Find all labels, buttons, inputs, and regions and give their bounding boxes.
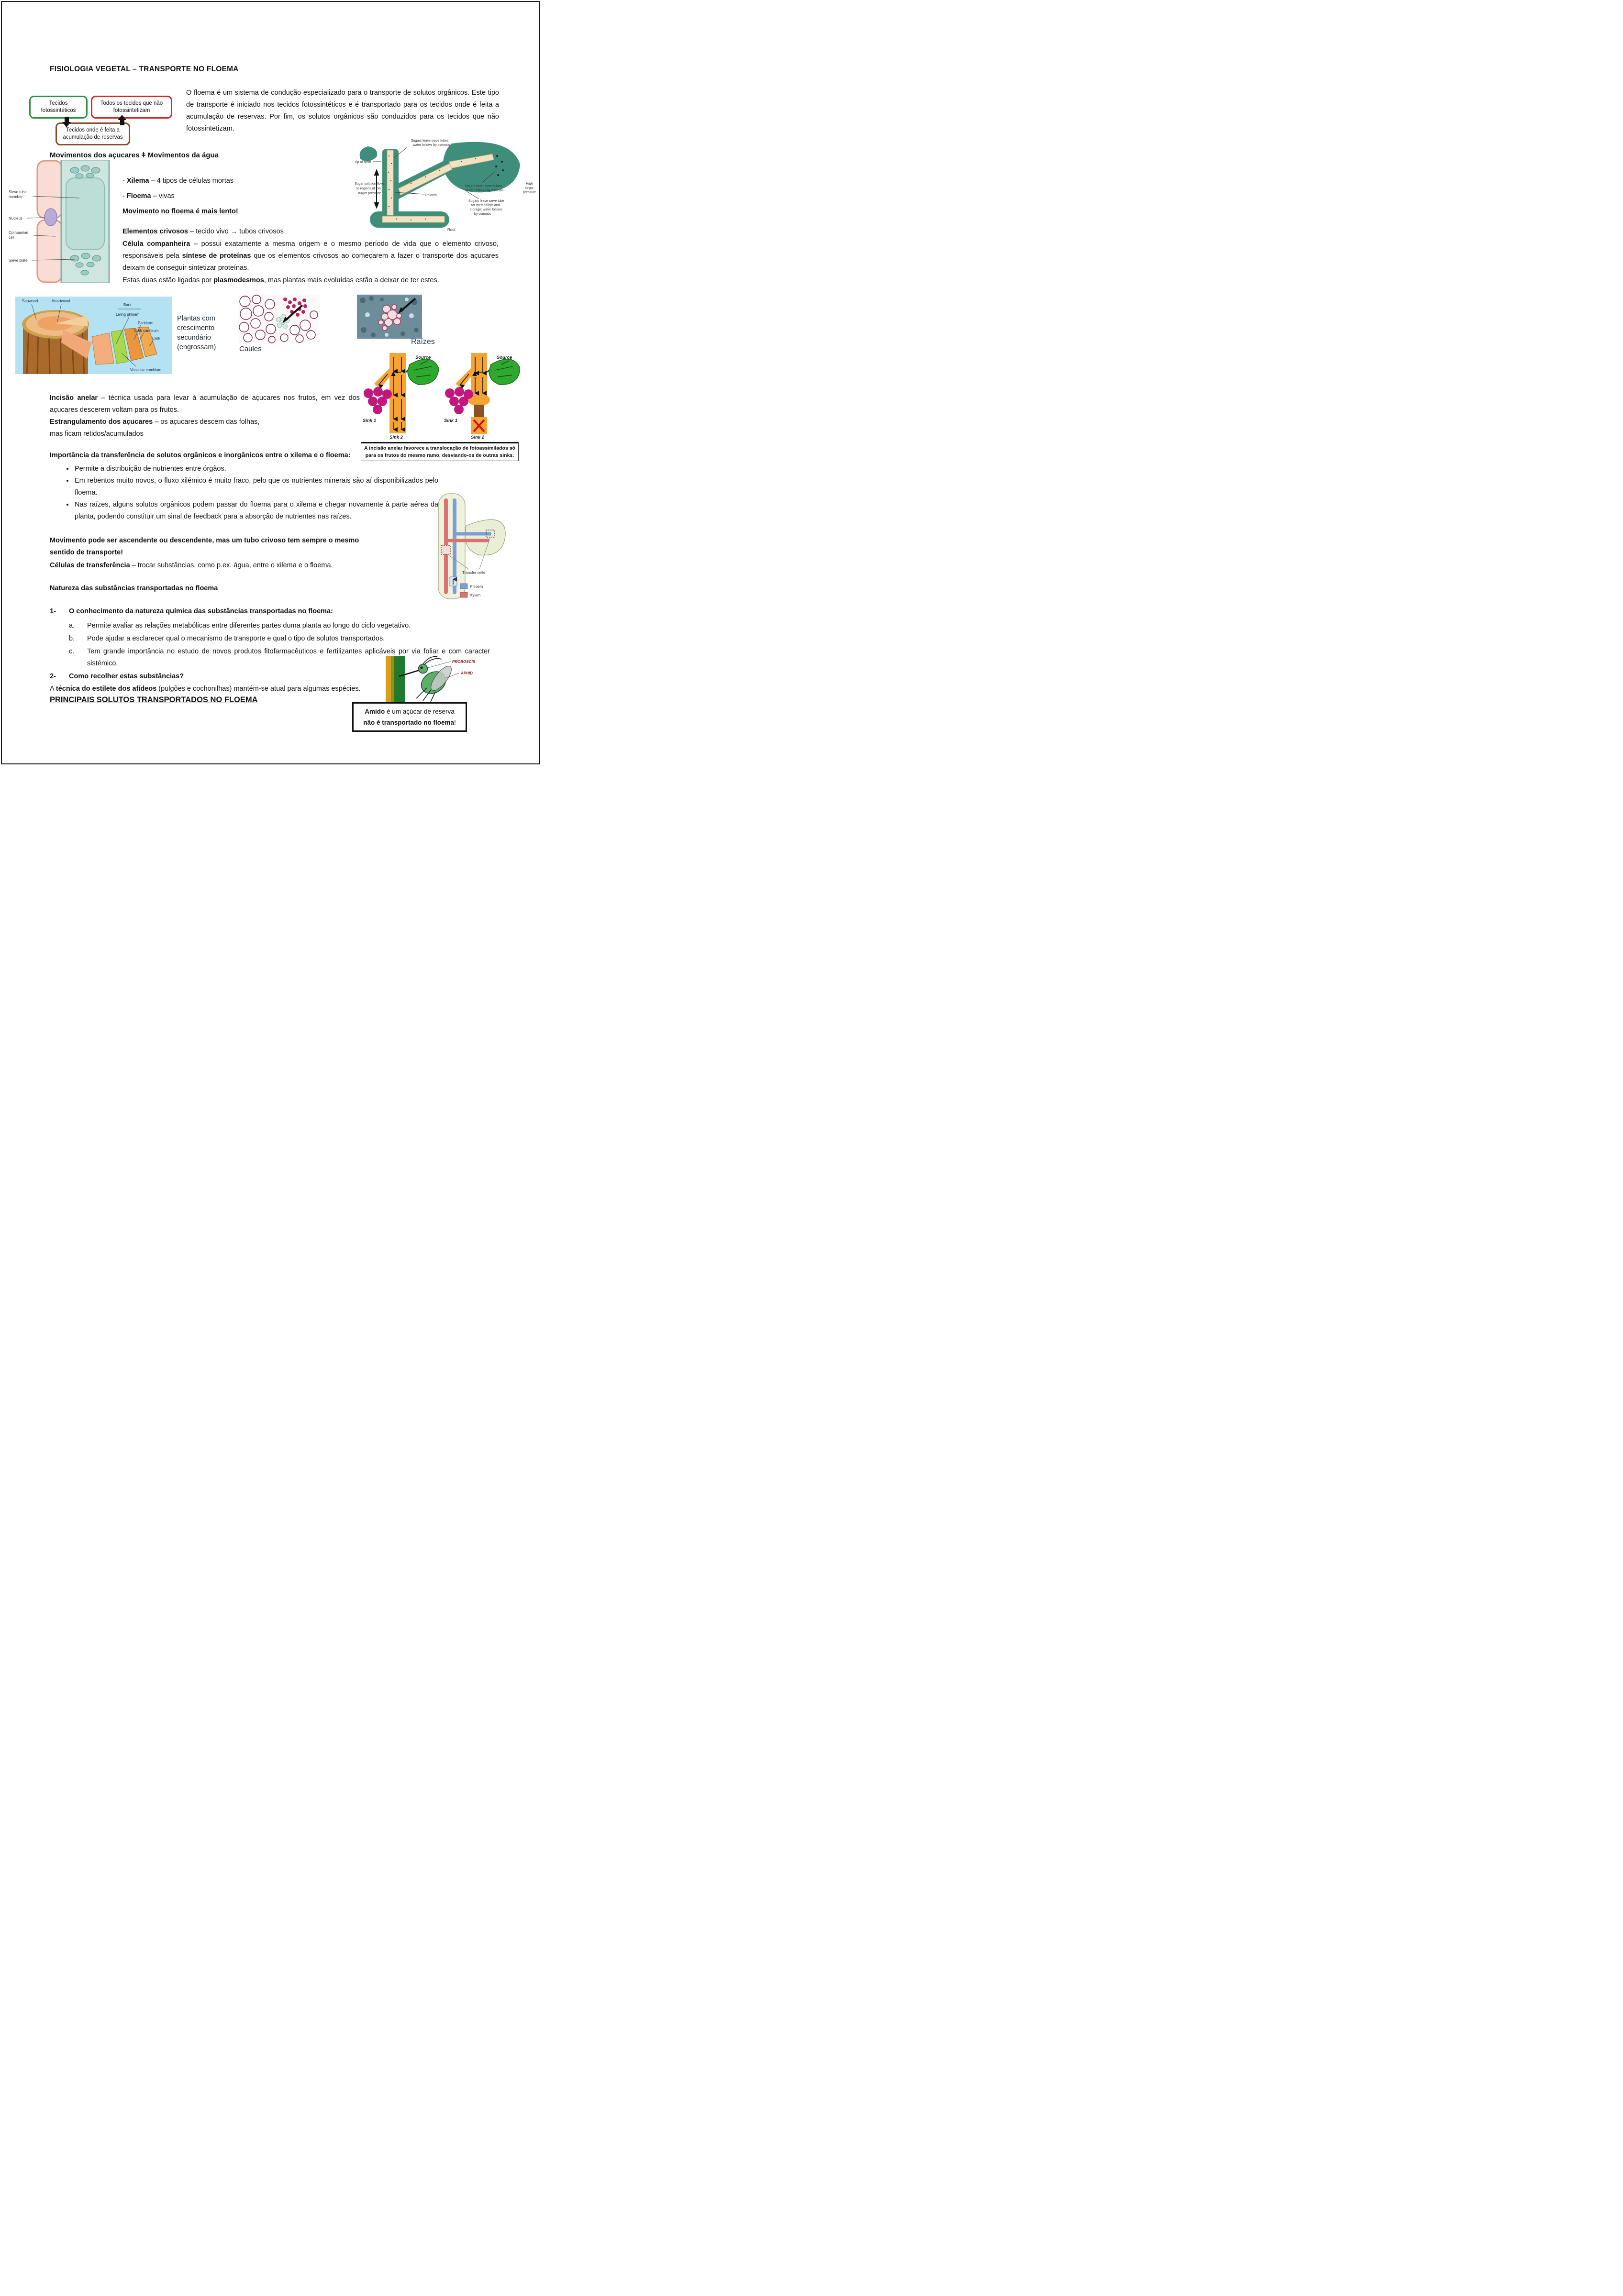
caules-caption: Caules (239, 345, 262, 353)
natureza-heading: Natureza das substâncias transportadas no floema (50, 585, 218, 592)
sieve-tube-diagram (8, 160, 122, 283)
svg-text:member: member (9, 195, 23, 199)
label-living-phloem: Living phloem (116, 312, 140, 317)
floema-line: - Floema – vivas (122, 192, 175, 200)
label-vascular-cambium: Vascular cambium (130, 368, 162, 372)
label-periderm: Periderm (138, 321, 154, 325)
document-page (1, 1, 540, 764)
list1-item-a: a. Permite avaliar as relações metabólicas entre diferentes partes duma planta ao longo do ciclo vegetativo. (69, 622, 411, 629)
list2-number: 2- (50, 673, 56, 680)
importancia-bullets (50, 463, 438, 523)
label-high-turgor: =High (524, 182, 533, 186)
sieve-tube-shape (61, 160, 109, 283)
label-sugars-enter: Sugars enter sieve tubes: (465, 185, 503, 188)
legend-phloem-label: Phloem (470, 585, 483, 589)
legend-xylem-label: Xylem (470, 593, 481, 597)
svg-text:water follows by osmosis: water follows by osmosis (413, 144, 450, 147)
companion-cell-label: Companion (9, 231, 28, 235)
svg-text:cell: cell (9, 235, 15, 240)
sink1-label: Sink 1 (444, 418, 457, 423)
svg-text:by osmosis: by osmosis (474, 212, 491, 216)
label-root: Root (447, 228, 456, 232)
svg-text:for metabolism and: for metabolism and (471, 204, 500, 207)
crivosos-line: Elementos crivosos – tecido vivo → tubos crivosos (122, 228, 284, 235)
source-label: Source (497, 355, 512, 360)
label-heartwood: Heartwood (52, 299, 70, 303)
estilete-line: A técnica do estilete dos afídeos (pulgões e cochonilhas) mantém-se atual para algumas espécies. (50, 685, 361, 693)
label-phloem: Phloem (425, 194, 437, 197)
page-title: FISIOLOGIA VEGETAL – TRANSPORTE NO FLOEMA (50, 65, 239, 73)
label-tip-of-stem: Tip of stem (355, 161, 371, 164)
amido-line1: Amido é um açúcar de reserva (365, 708, 455, 715)
label-sugars-leave-root: Sugars leave sieve tube (468, 199, 504, 203)
companheira-paragraph: Célula companheira – possui exatamente a mesma origem e o mesmo período de vida que o elemento crivoso, responsáveis pela síntese de proteínas que os elementos crivosos ao começarem a fazer o transporte dos açucares deixam de conseguir sintetizar proteínas. (122, 240, 499, 272)
svg-text:turgor pressure: turgor pressure (358, 192, 381, 195)
companion-cell-shape (37, 161, 62, 282)
sieve-plate-label: Sieve plate (9, 258, 28, 263)
movements-heading: Movimentos dos açucares ǂ Movimentos da água (50, 151, 219, 159)
stem-micrograph (238, 295, 319, 343)
nucleus-label: Nucleus (9, 216, 22, 221)
label-cork: Cork (152, 336, 160, 341)
incisao-paragraph: Incisão anelar – técnica usada para levar à acumulação de açucares nos frutos, em vez dos açucares descerem voltam para os frutos. (50, 394, 360, 414)
transfer-cells-label: Transfer cells (462, 571, 485, 575)
root-micrograph (357, 295, 422, 339)
sink1-label: Sink 1 (363, 418, 376, 423)
list1-number: 1- (50, 607, 56, 615)
sieve-member-label: Sieve tube (9, 190, 27, 194)
up-arrow-icon (118, 115, 126, 125)
amido-line2: não é transportado no floema! (363, 719, 456, 726)
svg-text:turgor: turgor (525, 187, 534, 190)
label-cork-cambium: Cork cambium (134, 329, 159, 333)
down-arrow-icon (62, 117, 71, 127)
xilema-line: - Xilema – 4 tipos de células mortas (122, 177, 234, 185)
list2-heading-row (50, 671, 385, 683)
bullet-item: • Nas raízes, alguns solutos orgânicos podem passar do floema para o xilema e chegar novamente à parte aérea da planta, podendo constituir um sinal de feedback para a absorção de nutrientes nas raízes. (74, 499, 438, 523)
list1-heading: O conhecimento da natureza química das substâncias transportadas no floema: (69, 607, 333, 615)
estrangulamento-line2: mas ficam retidos/acumulados (50, 430, 144, 438)
raizes-caption: Raízes (411, 338, 435, 346)
importancia-heading: Importância da transferência de solutos orgânicos e inorgânicos entre o xilema e o floema: (50, 452, 351, 459)
plasmodesmos-line: Estas duas estão ligadas por plasmodesmos, mas plantas mais evoluídas estão a deixar de ter estes. (122, 276, 439, 284)
label-sapwood: Sapwood (22, 299, 38, 303)
list1-item-c: c. Tem grande importância no estudo de novos produtos fitofarmacêuticos e fertilizantes aplicáveis por via foliar e com caracter sistémico. (69, 648, 490, 667)
trunk-diagram (15, 297, 172, 374)
intro-paragraph: O floema é um sistema de condução especializado para o transporte de solutos orgânicos. Este tipo de transporte é iniciado nos tecidos fotossintéticos e é transportado para os tecidos onde é feita a acumulação de reservas. Por fim, os solutos orgânicos são conduzidos para os tecidos que não fotossintetizam. (186, 89, 499, 132)
bullet-item: • Permite a distribuição de nutrientes entre órgãos. (74, 463, 438, 475)
svg-text:to regions of low: to regions of low (356, 187, 381, 190)
source-label: Source (415, 355, 431, 360)
aphid-body (399, 657, 455, 702)
label-bark: Bark (123, 303, 132, 307)
sink2-label: Sink 2 (471, 435, 484, 439)
secondary-growth-caption: Plantas com crescimento secundário (engrossam) (177, 315, 216, 351)
sink-diagram-caption: A incisão anelar favorece a translocação de fotoassimilados só para os frutos do mesmo ramo, desviando-os de outras sinks. (361, 442, 519, 461)
movimento-line: Movimento pode ser ascendente ou descendente, mas um tubo crivoso tem sempre o mesmo sentido de transporte! (50, 537, 359, 556)
label-sugar-solution: Sugar solution flows (355, 182, 385, 186)
estrangulamento-line: Estrangulamento dos açucares – os açucares descem das folhas, (50, 418, 260, 426)
aphid-illustration (380, 656, 492, 703)
svg-text:pressure: pressure (523, 191, 536, 194)
proboscis-label: PROBOSCIS (452, 660, 476, 664)
principais-heading: PRINCIPAIS SOLUTOS TRANSPORTADOS NO FLOEMA (50, 695, 258, 704)
list1-item-b: b. Pode ajudar a esclarecer qual o mecanismo de transporte e qual o tipo de solutos transportados. (69, 635, 385, 642)
list2-heading: Como recolher estas substâncias? (69, 673, 184, 680)
flowchart-box-reserve-tissues: Tecidos onde é feita a acumulação de reservas (56, 122, 130, 145)
list1-heading-row (50, 606, 480, 618)
slow-movement-line: Movimento no floema é mais lento! (122, 208, 238, 215)
flowchart-box-photosynthetic: Tecidos fotossintéticos (29, 96, 88, 119)
svg-text:water follows by osmosis: water follows by osmosis (467, 189, 504, 192)
transferencia-line: Células de transferência – trocar substâncias, como p.ex. água, entre o xilema e o floema. (50, 562, 333, 569)
label-sugars-leave-top: Sugars leave sieve tubes: (411, 139, 450, 143)
amido-note-box (352, 702, 467, 732)
aphid-label: APHID (461, 671, 473, 675)
bullet-item: • Em rebentos muito novos, o fluxo xilémico é muito fraco, pelo que os nutrientes minerais são aí disponibilizados pelo floema. (74, 475, 438, 499)
translocation-diagram (354, 137, 540, 232)
svg-text:storage: water follows: storage: water follows (470, 208, 502, 211)
sink-source-diagram (360, 343, 520, 439)
sink2-label: Sink 2 (389, 435, 403, 439)
flowchart-box-non-photosynthetic: Todos os tecidos que não fotossintetizam (91, 96, 172, 119)
transfer-cells-diagram (433, 490, 511, 609)
